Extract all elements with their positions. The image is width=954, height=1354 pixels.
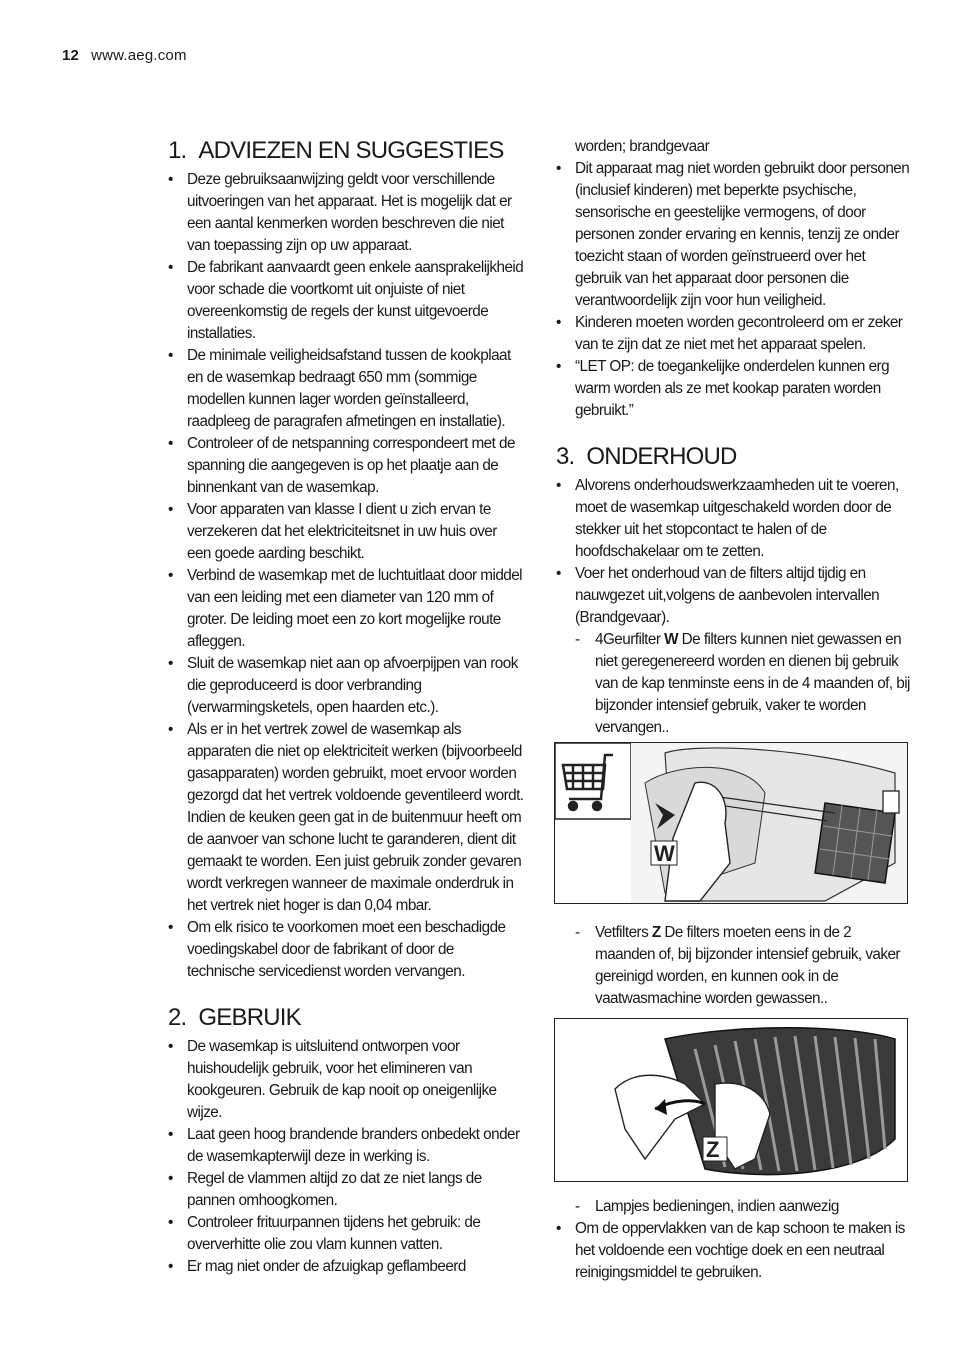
- list-item: • De wasemkap is uitsluitend ontworpen voor huishoudelijk gebruik, voor het elimineren van kookgeuren. Gebruik de kap nooit op oneigenlijke wijze.: [168, 1036, 524, 1124]
- filter-code: Z: [651, 924, 661, 941]
- list-item: • De minimale veiligheidsafstand tussen de kookplaat en de wasemkap bedraagt 650 mm (sommige modellen kunnen lager worden geïnstalleerd, raadpleeg de paragrafen afmetingen en installatie).: [168, 345, 524, 433]
- grease-filter-illustration: [554, 1018, 908, 1182]
- section-number: 3.: [556, 443, 575, 470]
- list-item: • Sluit de wasemkap niet aan op afvoerpijpen van rook die geproduceerd is door verbranding (verwarmingsketels, open haarden etc.).: [168, 653, 524, 719]
- section-3-list-end: [556, 1218, 910, 1284]
- section-2-list: [168, 1036, 524, 1278]
- list-item: • Controleer frituurpannen tijdens het gebruik: de oververhitte olie zou vlam kunnen vatten.: [168, 1212, 524, 1256]
- section-3-heading: [556, 442, 910, 472]
- filter-code: W: [664, 631, 678, 648]
- site-url: www.aeg.com: [91, 47, 187, 64]
- fig-w-label: W: [654, 841, 675, 866]
- list-item: • Om elk risico te voorkomen moet een beschadigde voedingskabel door de fabrikant of door de technische servicedienst worden vervangen.: [168, 917, 524, 983]
- section-2-heading: [168, 1003, 524, 1033]
- page-header: [62, 47, 187, 64]
- sub-item-lamps: - Lampjes bedieningen, indien aanwezig: [556, 1196, 910, 1218]
- odour-filter-illustration: [554, 742, 908, 904]
- list-item: • De fabrikant aanvaardt geen enkele aansprakelijkheid voor schade die voortkomt uit onjuiste of niet overeenkomstig de regels der kunst uitgevoerde installaties.: [168, 257, 524, 345]
- right-column: [556, 136, 910, 1284]
- section-1-list: [168, 169, 524, 983]
- list-item-continuation: worden; brandgevaar: [575, 138, 710, 155]
- sub-item-text: De filters moeten eens in de 2 maanden of, bij bijzonder intensief gebruik, vaker gereinigd worden, en kunnen ook in de vaatwasmachine worden gewassen..: [595, 924, 900, 1007]
- fig-z-label: Z: [706, 1137, 720, 1162]
- list-item: • Controleer of de netspanning correspondeert met de spanning die aangegeven is op het plaatje aan de binnenkant van de wasemkap.: [168, 433, 524, 499]
- odour-filter-icon: [815, 803, 895, 883]
- sub-item-odour-filter: [556, 629, 910, 739]
- section-2-list-continued: [556, 158, 910, 422]
- left-column: [168, 136, 524, 1278]
- section-number: 1.: [168, 137, 187, 164]
- list-item: • Om de oppervlakken van de kap schoon te maken is het voldoende een vochtige doek en een neutraal reinigingsmiddel te gebruiken.: [556, 1218, 910, 1284]
- sub-item-text: De filters kunnen niet gewassen en niet geregenereerd worden en dienen bij gebruik van de kap tenminste eens in de 4 maanden of, bij bijzonder intensief gebruik, vaker te worden vervangen..: [595, 631, 910, 736]
- list-item: • Verbind de wasemkap met de luchtuitlaat door middel van een leiding met een diameter van 120 mm of groter. De leiding moet een zo kort mogelijke route afleggen.: [168, 565, 524, 653]
- list-item: • Laat geen hoog brandende branders onbedekt onder de wasemkapterwijl deze in werking is.: [168, 1124, 524, 1168]
- section-title: ONDERHOUD: [586, 443, 737, 470]
- section-number: 2.: [168, 1004, 187, 1031]
- section-title: GEBRUIK: [198, 1004, 301, 1031]
- list-item: • Dit apparaat mag niet worden gebruikt door personen (inclusief kinderen) met beperkte psychische, sensorische en geestelijke vermogens, of door personen zonder ervaring en kennis, tenzij ze onder toezicht staan of worden geïnstrueerd over het gebruik van het apparaat door personen die verantwoordelijk zijn voor hun veiligheid.: [556, 158, 910, 312]
- list-item: • Voer het onderhoud van de filters altijd tijdig en nauwgezet uit,volgens de aanbevolen intervallen (Brandgevaar).: [556, 563, 910, 629]
- list-item: • “LET OP: de toegankelijke onderdelen kunnen erg warm worden als ze met kookap paraten worden gebruikt.”: [556, 356, 910, 422]
- sub-item-prefix: 4Geurfilter: [595, 631, 665, 648]
- list-item: • Alvorens onderhoudswerkzaamheden uit te voeren, moet de wasemkap uitgeschakeld worden door de stekker uit het stopcontact te halen of de hoofdschakelaar om te zetten.: [556, 475, 910, 563]
- section-title: ADVIEZEN EN SUGGESTIES: [198, 137, 504, 164]
- page-number: 12: [62, 47, 80, 64]
- sub-item-grease-filter: [556, 922, 910, 1010]
- list-item: • Er mag niet onder de afzuigkap geflambeerd: [168, 1256, 524, 1278]
- list-item: • Kinderen moeten worden gecontroleerd om er zeker van te zijn dat ze niet met het apparaat spelen.: [556, 312, 910, 356]
- section-3-list: [556, 475, 910, 629]
- sub-item-prefix: Vetfilters: [595, 924, 652, 941]
- list-item: • Regel de vlammen altijd zo dat ze niet langs de pannen omhoogkomen.: [168, 1168, 524, 1212]
- list-item: • Als er in het vertrek zowel de wasemkap als apparaten die niet op elektriciteit werken (bijvoorbeeld gasapparaten) worden gebruikt, moet ervoor worden gezorgd dat het vertrek voldoende geventileerd wordt. Indien de keuken geen gat in de buitenmuur heeft om de aanvoer van schone lucht te garanderen, dient dit gemaakt te worden. Een juist gebruik zonder gevaren wordt verkregen wanneer de maximale onderdruk in het vertrek niet hoger is dan 0,04 mbar.: [168, 719, 524, 917]
- list-item: • Deze gebruiksaanwijzing geldt voor verschillende uitvoeringen van het apparaat. Het is mogelijk dat er een aantal kenmerken worden beschreven die niet van toepassing zijn op uw apparaat.: [168, 169, 524, 257]
- section-1-heading: [168, 136, 524, 166]
- list-item: • Voor apparaten van klasse I dient u zich ervan te verzekeren dat het elektriciteitsnet in uw huis over een goede aarding beschikt.: [168, 499, 524, 565]
